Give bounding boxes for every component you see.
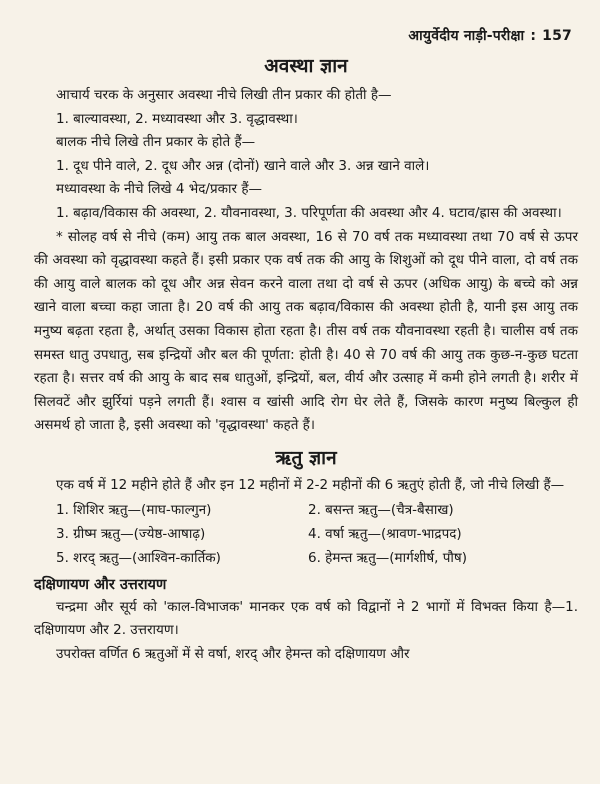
ritu-item: 3. ग्रीष्म ऋतु—(ज्येष्ठ-आषाढ़) [56,525,206,542]
page-bottom-margin [0,784,600,800]
book-section-title: आयुर्वेदीय नाड़ी-परीक्षा [408,28,525,44]
paragraph: चन्द्रमा और सूर्य को 'काल-विभाजक' मानकर एक वर्ष को विद्वानों ने 2 भागों में विभक्त किया है—1. दक्षिणायण और 2. उत्तरायण। [34,598,578,639]
ritu-item: 6. हेमन्त ऋतु—(मार्गशीर्ष, पौष) [308,549,468,566]
paragraph: आचार्य चरक के अनुसार अवस्था नीचे लिखी तीन प्रकार की होती है— [56,87,392,103]
section-heading-ritu: ऋतु ज्ञान [275,446,337,469]
paragraph-age-stages: * सोलह वर्ष से नीचे (कम) आयु तक बाल अवस्था, 16 से 70 वर्ष तक मध्यावस्था तथा 70 वर्ष से ऊपर की अवस्था को वृद्धावस्था कहते हैं। इसी प्रकार एक वर्ष तक की आयु के शिशुओं को दूध पीने वाला, दो वर्ष तक की आयु वाले बालक को दूध और अन्न सेवन करने वाला तथा दो वर्ष से ऊपर (अधिक आयु) के बच्चे को अन्न खाने वाला बच्चा कहा जाता है। 20 वर्ष की आयु तक बढ़ाव/विकास की अवस्था होती है, यानी इस आयु तक मनुष्य बढ़ता रहता है, अर्थात् उसका विकास होता रहता है। तीस वर्ष तक यौवनावस्था रहती है। चालीस वर्ष तक समस्त धातु उपधातु, सब इन्द्रियों और बल की पूर्णता: होती है। 40 से 70 वर्ष की आयु तक कुछ-न-कुछ घटता रहता है। सत्तर वर्ष की आयु के बाद सब धातुओं, इन्द्रियों, बल, वीर्य और उत्साह में कमी होने लगती है। शरीर में सिलवटें और झुर्रियां पड़ने लगती हैं। श्वास व खांसी आदि रोग घेर लेते हैं, जिसके कारण मनुष्य बिल्कुल ही असमर्थ हो जाता है, इसी अवस्था को 'वृद्धावस्था' कहते हैं। [34,228,578,434]
paragraph: बालक नीचे लिखे तीन प्रकार के होते हैं— [56,134,256,151]
paragraph: 1. दूध पीने वाले, 2. दूध और अन्न (दोनों) खाने वाले और 3. अन्न खाने वाले। [56,157,430,174]
paragraph: उपरोक्त वर्णित 6 ऋतुओं में से वर्षा, शरद् और हेमन्त को दक्षिणायण और [56,645,410,662]
ritu-list [34,498,578,570]
header-separator: : [530,28,537,44]
ritu-item: 2. बसन्त ऋतु—(चैत्र-बैसाख) [308,501,454,518]
paragraph: मध्यावस्था के नीचे लिखे 4 भेद/प्रकार हैं— [56,181,262,198]
ritu-item: 1. शिशिर ऋतु—(माघ-फाल्गुन) [56,501,212,518]
section-heading-avastha: अवस्था ज्ञान [264,55,348,77]
paragraph-ritu-intro: एक वर्ष में 12 महीने होते हैं और इन 12 महीनों में 2-2 महीनों की 6 ऋतुएं होती हैं, जो नीचे लिखी हैं— [56,476,565,493]
section-heading-ayan: दक्षिणायण और उत्तरायण [34,576,167,593]
paragraph: 1. बाल्यावस्था, 2. मध्यावस्था और 3. वृद्धावस्था। [56,110,298,127]
paragraph: 1. बढ़ाव/विकास की अवस्था, 2. यौवनावस्था, 3. परिपूर्णता की अवस्था और 4. घटाव/ह्रास की अवस्था। [56,204,562,221]
ritu-item: 4. वर्षा ऋतु—(श्रावण-भाद्रपद) [308,525,462,542]
ritu-item: 5. शरद् ऋतु—(आश्विन-कार्तिक) [56,549,221,566]
page-number: 157 [542,28,572,44]
running-header [408,26,572,45]
